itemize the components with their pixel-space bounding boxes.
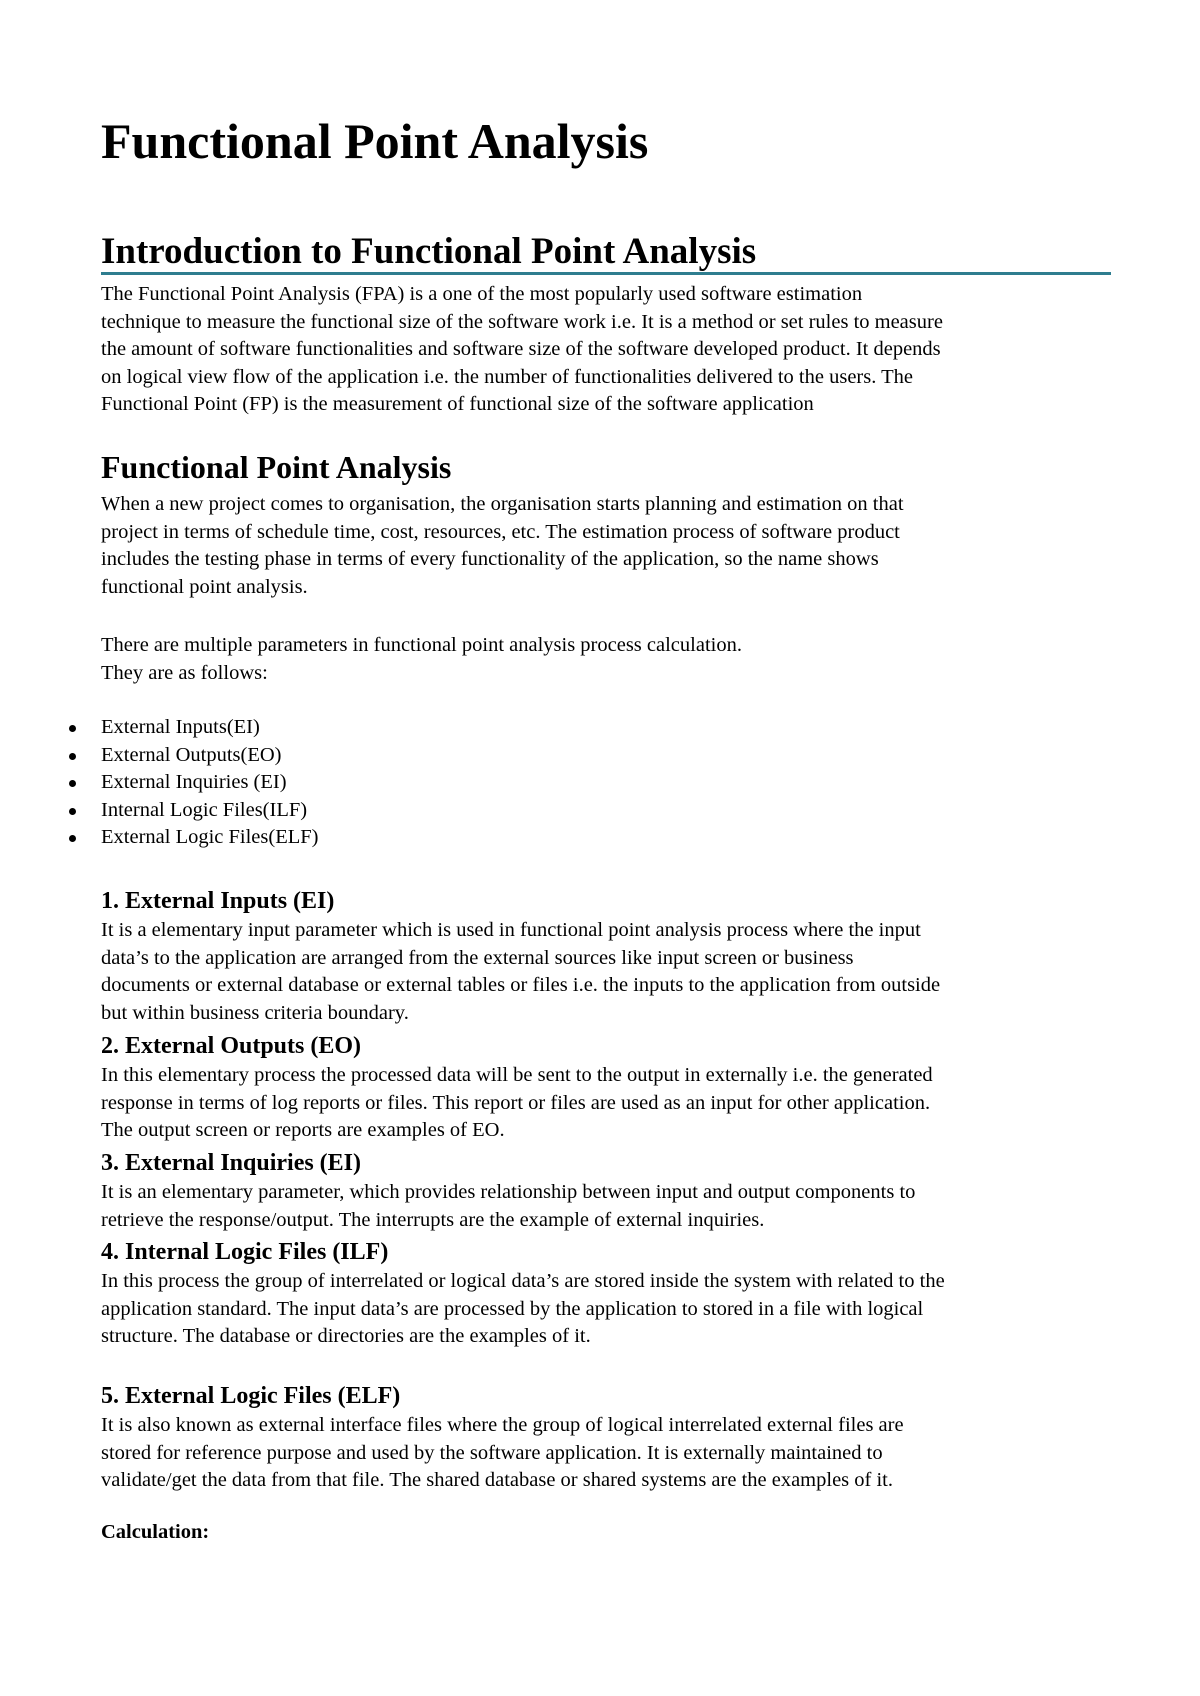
text-line: In this process the group of interrelated or logical data’s are stored inside the system with related to the [101,1270,945,1292]
text-line: documents or external database or external tables or files i.e. the inputs to the application from outside [101,974,941,996]
fpa-heading: Functional Point Analysis [101,449,452,485]
section-heading-external-logic-files: 5. External Logic Files (ELF) [101,1383,401,1409]
section-heading-external-inputs: 1. External Inputs (EI) [101,888,335,914]
text-line: but within business criteria boundary. [101,1001,409,1024]
parameters-intro [101,632,742,687]
intro-heading: Introduction to Functional Point Analysis [101,233,1111,275]
bullet-icon [69,780,76,787]
text-line: They are as follows: [101,661,268,684]
text-line: It is an elementary parameter, which provides relationship between input and output components to [101,1181,916,1203]
fpa-paragraph [101,491,904,601]
section-body-external-outputs [101,1062,933,1145]
list-item: External Inputs(EI) [101,714,318,742]
calculation-label: Calculation: [101,1521,210,1543]
intro-paragraph [101,281,943,419]
list-item: External Logic Files(ELF) [101,824,318,852]
text-line: The output screen or reports are examples of EO. [101,1119,505,1141]
list-item: Internal Logic Files(ILF) [101,797,318,825]
text-line: When a new project comes to organisation, the organisation starts planning and estimation on that [101,493,904,515]
text-line: retrieve the response/output. The interrupts are the example of external inquiries. [101,1208,765,1231]
text-line: In this elementary process the processed data will be sent to the output in externally i.e. the generated [101,1064,933,1086]
text-line: validate/get the data from that file. The shared database or shared systems are the examples of it. [101,1469,893,1491]
bullet-icon [69,835,76,842]
text-line: There are multiple parameters in functional point analysis process calculation. [101,634,742,656]
text-line: The Functional Point Analysis (FPA) is a one of the most popularly used software estimation [101,283,863,305]
text-line: technique to measure the functional size of the software work i.e. It is a method or set rules to measure [101,310,943,333]
section-body-external-logic-files [101,1412,904,1495]
section-body-external-inquiries [101,1179,915,1234]
list-item: External Outputs(EO) [101,742,318,770]
section-heading-external-outputs: 2. External Outputs (EO) [101,1033,362,1059]
bullet-icon [69,753,76,760]
text-line: It is also known as external interface files where the group of logical interrelated external files are [101,1414,904,1436]
text-line: the amount of software functionalities and software size of the software developed product. It depends [101,338,941,360]
section-body-internal-logic-files [101,1268,945,1351]
section-heading-internal-logic-files: 4. Internal Logic Files (ILF) [101,1239,389,1265]
section-body-external-inputs [101,917,940,1027]
document-title: Functional Point Analysis [101,113,649,169]
section-heading-external-inquiries: 3. External Inquiries (EI) [101,1150,362,1176]
text-line: stored for reference purpose and used by the software application. It is externally maintained to [101,1441,883,1464]
text-line: response in terms of log reports or files. This report or files are used as an input for other application. [101,1091,931,1114]
text-line: application standard. The input data’s are processed by the application to stored in a file with logical [101,1297,924,1320]
text-line: It is a elementary input parameter which is used in functional point analysis process where the input [101,919,921,941]
text-line: Functional Point (FP) is the measurement of functional size of the software application [101,393,814,415]
text-line: structure. The database or directories are the examples of it. [101,1325,591,1347]
bullet-icon [69,808,76,815]
text-line: functional point analysis. [101,575,308,598]
list-item: External Inquiries (EI) [101,769,318,797]
text-line: on logical view flow of the application i.e. the number of functionalities delivered to the users. The [101,365,913,388]
parameter-list [101,714,318,852]
text-line: project in terms of schedule time, cost, resources, etc. The estimation process of software product [101,520,900,543]
text-line: includes the testing phase in terms of every functionality of the application, so the name shows [101,548,879,570]
bullet-icon [69,725,76,732]
text-line: data’s to the application are arranged from the external sources like input screen or business [101,946,854,969]
